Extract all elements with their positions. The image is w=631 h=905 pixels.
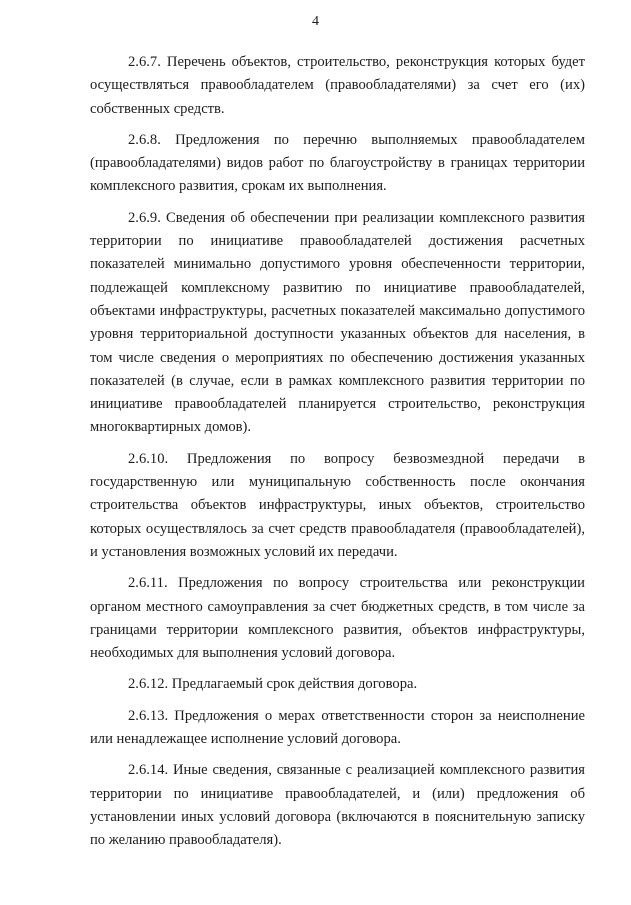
paragraph-2-6-14: 2.6.14. Иные сведения, связанные с реализацией комплексного развития территории по инициативе правообладателей, и (или) предложения об установлении иных условий договора (включаются в пояснительную записку по желанию правообладателя).	[90, 762, 585, 849]
paragraph-2-6-11: 2.6.11. Предложения по вопросу строительства или реконструкции органом местного самоуправления за счет бюджетных средств, в том числе за границами территории комплексного развития, объектов инфраструктуры, необходимых для выполнения условий договора.	[90, 575, 585, 662]
page-number: 4	[312, 14, 319, 29]
paragraph-2-6-10: 2.6.10. Предложения по вопросу безвозмездной передачи в государственную или муниципальную собственность после окончания строительства объектов инфраструктуры, иных объектов, строительство которых осуществлялось за счет средств правообладателя (правообладателей), и установления возможных условий их передачи.	[90, 450, 585, 560]
document-body	[90, 51, 585, 861]
paragraph-2-6-7: 2.6.7. Перечень объектов, строительство, реконструкция которых будет осуществляться правообладателем (правообладателями) за счет его (их) собственных средств.	[90, 54, 585, 117]
paragraph-2-6-13: 2.6.13. Предложения о мерах ответственности сторон за неисполнение или ненадлежащее исполнение условий договора.	[90, 707, 585, 748]
paragraph-2-6-9: 2.6.9. Сведения об обеспечении при реализации комплексного развития территории по инициативе правообладателей достижения расчетных показателей минимально допустимого уровня обеспеченности территории, подлежащей комплексному развитию по инициативе правообладателей, объектами инфраструктуры, расчетных показателей максимально допустимого уровня территориальной доступности указанных объектов для населения, в том числе сведения о мероприятиях по обеспечению достижения указанных показателей (в случае, если в рамках комплексного развития территории по инициативе правообладателей планируется строительство, реконструкция многоквартирных домов).	[90, 209, 585, 436]
paragraph-2-6-8: 2.6.8. Предложения по перечню выполняемых правообладателем (правообладателями) видов работ по благоустройству в границах территории комплексного развития, срокам их выполнения.	[90, 131, 585, 195]
paragraph-2-6-12: 2.6.12. Предлагаемый срок действия договора.	[128, 676, 418, 693]
